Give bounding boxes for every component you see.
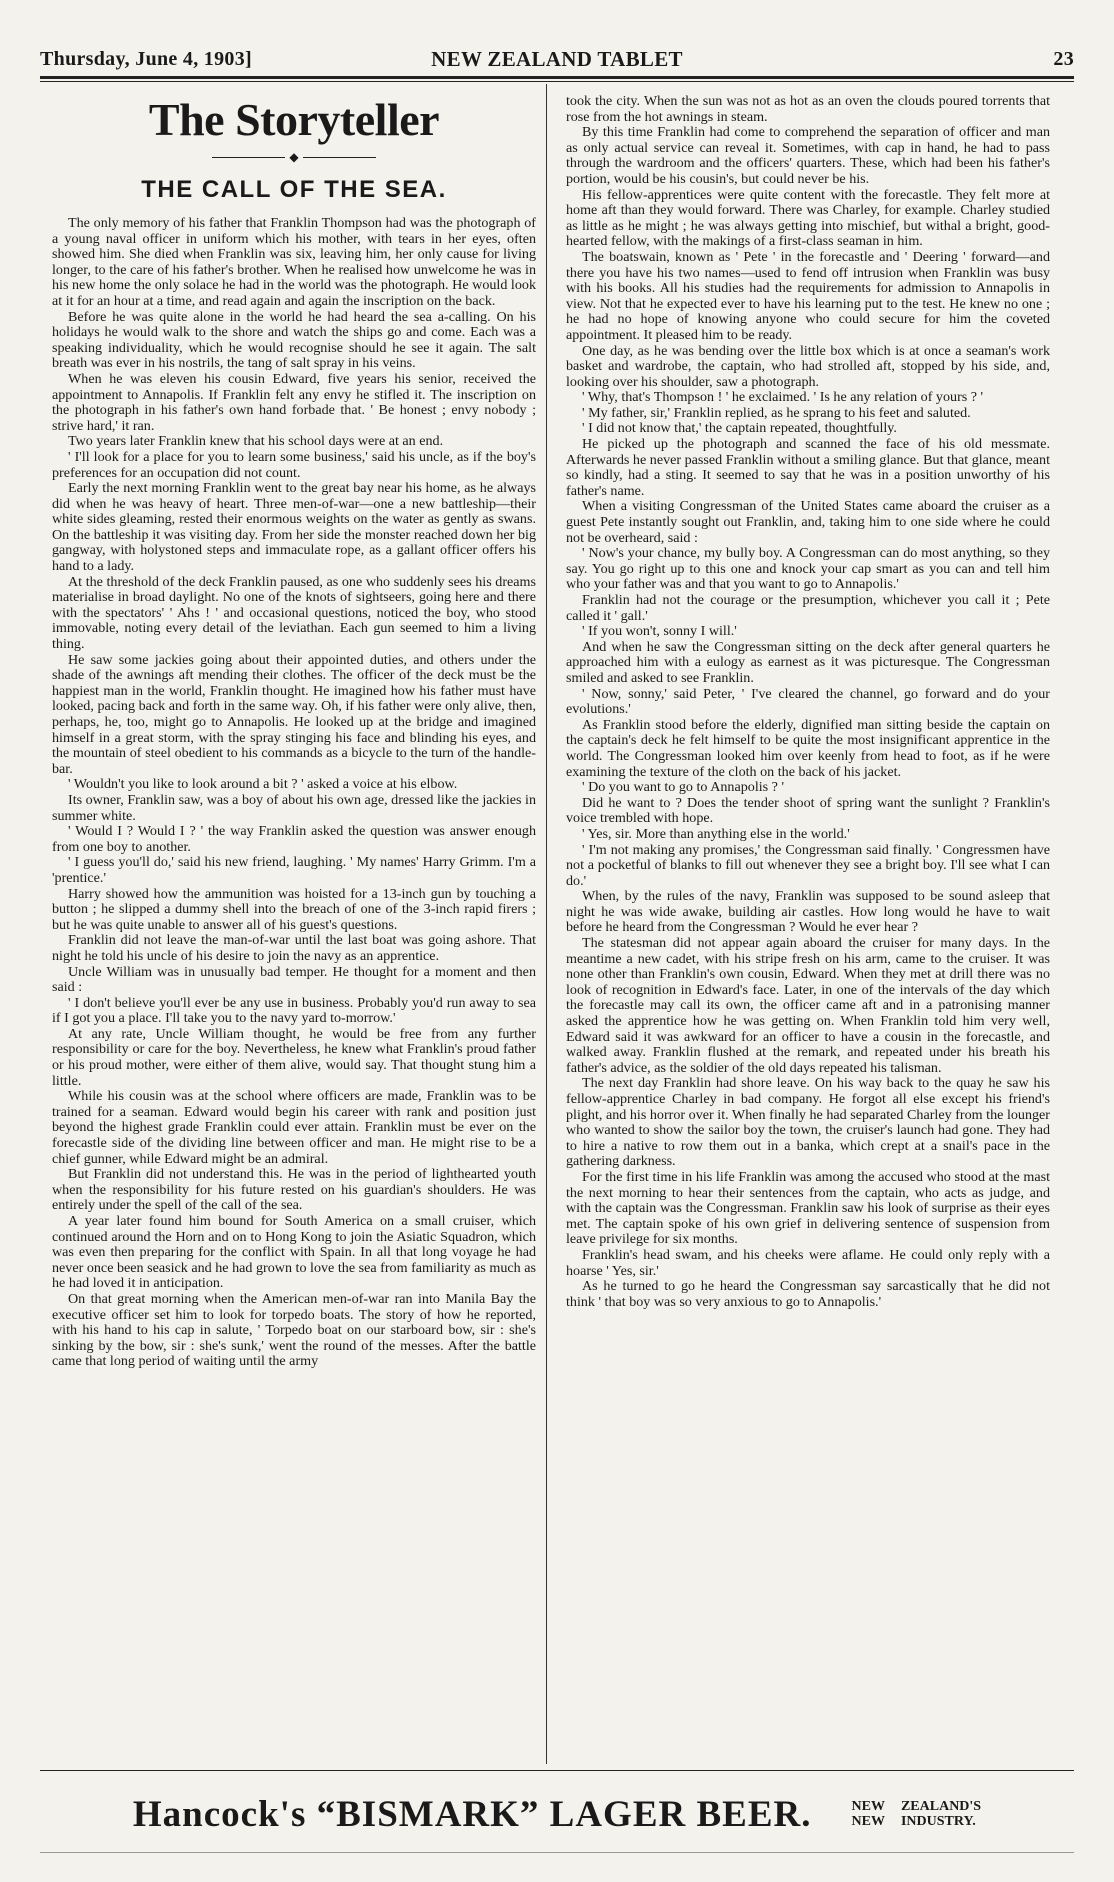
story-paragraph: Two years later Franklin knew that his school days were at an end. xyxy=(68,433,444,450)
story-paragraph: took the city. When the sun was not as hot as an oven the clouds poured torrents that rose from the hot awnings in steam. xyxy=(566,93,1050,125)
story-paragraph: ' I did not know that,' the captain repeated, thoughtfully. xyxy=(582,420,897,437)
masthead xyxy=(40,42,1074,76)
story-paragraph: Did he want to ? Does the tender shoot of spring want the sunlight ? Franklin's voice trembled with hope. xyxy=(566,794,1050,827)
story-paragraph: ' My father, sir,' Franklin replied, as he sprang to his feet and saluted. xyxy=(582,404,971,421)
advert-tagline-word: NEW xyxy=(851,1799,885,1814)
story-paragraph: Franklin's head swam, and his cheeks were aflame. He could only reply with a hoarse ' Yes, sir.' xyxy=(566,1246,1050,1279)
advert-tagline xyxy=(852,1799,982,1829)
story-paragraph: ' Now's your chance, my bully boy. A Congressman can do most anything, so they say. You go right up to this one and knock your cap smart as you can and tell him who your father was and that you want to go to Annapolis.' xyxy=(566,545,1050,593)
advert-headline: Hancock's “BISMARK” LAGER BEER. xyxy=(132,1793,812,1835)
story-paragraph: The only memory of his father that Franklin Thompson had was the photograph of a young naval officer in uniform which his mother, with tears in her eyes, often showed him. She died when Franklin was six, leaving him, her only cause for living longer, to the care of his father's brother. When he realised how unwelcome he was in his new home the only solace he had in the world was the photograph. He would look at it for an hour at a time, and read again and again the inscription on the back. xyxy=(52,215,536,309)
story-paragraph: One day, as he was bending over the little box which is at once a seaman's work basket and wardrobe, the captain, who had strolled aft, stopped by his side, and, looking over his shoulder, saw a photograph. xyxy=(566,342,1050,390)
story-paragraph: ' I guess you'll do,' said his new friend, laughing. ' My names' Harry Grimm. I'm a 'prentice.' xyxy=(52,854,536,886)
story-title: THE CALL OF THE SEA. xyxy=(141,176,447,203)
story-paragraph: As he turned to go he heard the Congressman say sarcastically that he did not think ' that boy was so very anxious to go to Annapolis.' xyxy=(566,1278,1050,1310)
story-paragraph: When, by the rules of the navy, Franklin was supposed to be sound asleep that night he was wide awake, building air castles. How long would he have to wait before he heard from the Congressman ? Would he ever hear ? xyxy=(566,888,1050,936)
advert-tagline-word: ZEALAND'S xyxy=(900,1799,982,1814)
story-paragraph: Its owner, Franklin saw, was a boy of about his own age, dressed like the jackies in summer white. xyxy=(52,791,536,824)
story-paragraph: On that great morning when the American men-of-war ran into Manila Bay the executive officer set him to look for torpedo boats. The story of how he reported, with his hand to his cap in salute, ' Torpedo boat on our starboard bow, sir : she's sinking by the bow, sir : she's sunk,' went the round of the messes. After the battle came that long period of waiting until the army xyxy=(52,1290,536,1370)
masthead-rule xyxy=(40,76,1074,79)
story-paragraph: Franklin had not the courage or the presumption, whichever you call it ; Pete called it ' gall.' xyxy=(566,592,1050,624)
story-paragraph: ' If you won't, sonny I will.' xyxy=(582,623,737,640)
advertisement xyxy=(40,1784,1074,1844)
story-paragraph: ' Now, sonny,' said Peter, ' I've cleared the channel, go forward and do your evolutions.' xyxy=(566,685,1050,718)
diamond-ornament-icon: ◆ xyxy=(285,150,302,164)
story-paragraph: At the threshold of the deck Franklin paused, as one who suddenly sees his dreams materialise in broad daylight. No one of the knots of sightseers, going here and there with the spectators' ' Ahs ! ' and occasional questions, noticed the boy, who stood immovable, noting every detail of the leviathan. Each gun seemed to him a living thing. xyxy=(52,573,536,653)
story-paragraph: ' Would I ? Would I ? ' the way Franklin asked the question was answer enough from one boy to another. xyxy=(52,823,536,855)
title-ornament xyxy=(52,150,536,166)
story-paragraph: ' I don't believe you'll ever be any use in business. Probably you'd run away to sea if I got you a place. I'll take you to the navy yard to-morrow.' xyxy=(52,994,536,1027)
story-paragraph: He picked up the photograph and scanned the face of his old messmate. Afterwards he never passed Franklin without a smiling glance. But that glance, meant so kindly, had a sting. It seemed to say that he was in a position unworthy of his father's name. xyxy=(566,436,1050,499)
story-paragraph: ' Yes, sir. More than anything else in the world.' xyxy=(582,825,850,842)
story-paragraph: When he was eleven his cousin Edward, five years his senior, received the appointment to Annapolis. If Franklin felt any envy he stifled it. The inscription on the photograph in his father's own hand forbade that. ' Be honest ; envy nobody ; strive hard,' it ran. xyxy=(52,370,536,434)
right-column xyxy=(566,94,1050,1310)
story-paragraph: By this time Franklin had come to comprehend the separation of officer and man as only actual service can reveal it. Sometimes, with cap in hand, he had to pass through the wardroom and the officers' quarters. These, which had been his father's portion, would be his cousin's, but could never be his. xyxy=(566,124,1050,187)
story-paragraph: The boatswain, known as ' Pete ' in the forecastle and ' Deering ' forward—and there you have his two names—used to fend off intrusion when Franklin was busy with his books. All his studies had the requirements for admission to Annapolis in view. Not that he expected ever to have his learning put to the test. He knew no one ; he had no hope of knowing anyone who could secure for him the coveted appointment. It pleased him to be ready. xyxy=(566,248,1050,343)
story-paragraph: Early the next morning Franklin went to the great bay near his home, as he always did when he was heavy of heart. Three men-of-war—one a new battleship—their white sides gleaming, rested their enormous weights on the water as gently as swans. On the battleship it was visiting day. From her side the monster reached down her big gangway, with holystoned steps and immaculate rope, as a gallant officer offers his hand to a lady. xyxy=(52,480,536,575)
advert-tagline-word: INDUSTRY. xyxy=(900,1814,976,1829)
page-number: 23 xyxy=(1053,47,1074,70)
story-paragraph: A year later found him bound for South America on a small cruiser, which continued around the Horn and on to Hong Kong to join the Asiatic Squadron, which was even then preparing for the conflict with Spain. In all that long voyage he had never once been seasick and he had grown to love the sea from familiarity as much as he had loved it in anticipation. xyxy=(52,1213,536,1292)
story-paragraph: For the first time in his life Franklin was among the accused who stood at the mast the next morning to hear their sentences from the captain, who acts as judge, and with the captain was the Congressman. Franklin saw his look of surprise as their eyes met. The captain spoke of his own grief in delivering sentence of suspension from leave privilege for six months. xyxy=(566,1168,1050,1248)
story-paragraph: Uncle William was in unusually bad temper. He thought for a moment and then said : xyxy=(52,963,536,996)
story-paragraph: At any rate, Uncle William thought, he would be free from any further responsibility or care for the boy. Nevertheless, he knew what Franklin's proud father or his proud mother, were either of them alive, would say. That thought stung him a little. xyxy=(52,1025,536,1089)
story-paragraph: Before he was quite alone in the world he had heard the sea a-calling. On his holidays he would walk to the shore and watch the ships go and come. Each was a speaking individuality, which he would recognise should he see it again. The salt breath was ever in his nostrils, the tang of salt spray in his veins. xyxy=(52,308,536,372)
story-paragraph: While his cousin was at the school where officers are made, Franklin was to be trained for a seaman. Edward would begin his career with rank and position just beyond the highest grade Franklin could ever attain. Franklin must be ever on the forecastle side of the dividing line between officer and man. He might rise to be a chief gunner, while Edward might be an admiral. xyxy=(52,1088,536,1167)
story-paragraph: Harry showed how the ammunition was hoisted for a 13-inch gun by touching a button ; he slipped a dummy shell into the breach of one of the 3-inch rapid firers ; but he was quite unable to answer all of his guest's questions. xyxy=(52,885,536,933)
story-paragraph: Franklin did not leave the man-of-war until the last boat was going ashore. That night he told his uncle of his desire to join the navy as an apprentice. xyxy=(52,932,536,964)
story-paragraph: He saw some jackies going about their appointed duties, and others under the shade of the awnings aft mending their clothes. The officer of the deck must be the happiest man in the world, Franklin thought. He imagined how his father must have looked, pacing back and forth in the same way. Oh, if his father were only alive, then, perhaps, he, too, might go to Annapolis. He looked up at the bridge and imagined himself in a great storm, with the spray stinging his face and blinding his eyes, and the mountain of steel obedient to his commands as a bicycle to the turn of the handle-bar. xyxy=(52,651,536,777)
story-paragraph: When a visiting Congressman of the United States came aboard the cruiser as a guest Pete instantly sought out Franklin, and, taking him to one side where he could not be overheard, said : xyxy=(566,498,1050,546)
story-paragraph: The next day Franklin had shore leave. On his way back to the quay he saw his fellow-apprentice Charley in bad company. He forgot all else except his friend's plight, and his horror over it. When finally he had separated Charley from the lounger who wanted to show the sailor boy the town, the cruiser's launch had gone. They had to hire a native to row them out in a banka, which crept at a snail's pace in the gathering darkness. xyxy=(566,1075,1050,1170)
story-paragraph: ' I'm not making any promises,' the Congressman said finally. ' Congressmen have not a pocketful of blanks to fill out whenever they see a bright boy. I'll see what I can do.' xyxy=(566,841,1050,889)
story-paragraph: The statesman did not appear again aboard the cruiser for many days. In the meantime a new cadet, with his stripe fresh on his arm, came to the cruiser. It was none other than Franklin's own cousin, Edward. When they met at drill there was no look of recognition in Edward's face. Later, in one of the intervals of the day which the forecastle may call its own, the officer came aft and in a patronising manner asked the apprentice how he was getting on. When Franklin told him very well, Edward said it was awkward for an officer to have a cousin in the forecastle, and walked away. Franklin flushed at the remark, and repeated under his breath his father's advice, as the soldier of the old days repeated his talisman. xyxy=(566,935,1050,1076)
advert-tagline-word: NEW xyxy=(851,1814,885,1829)
story-paragraph: ' Wouldn't you like to look around a bit ? ' asked a voice at his elbow. xyxy=(68,776,458,793)
column-divider xyxy=(546,84,547,1764)
story-paragraph: As Franklin stood before the elderly, dignified man sitting beside the captain on the captain's deck he felt himself to be quite the most insignificant apprentice in the world. The Congressman looked him over keenly from head to foot, as if he were examining the texture of the cloth on the back of his jacket. xyxy=(566,716,1050,780)
story-paragraph: And when he saw the Congressman sitting on the deck after general quarters he approached him with a eulogy as earnest as it was picturesque. The Congressman smiled and asked to see Franklin. xyxy=(566,638,1050,686)
story-paragraph: ' Do you want to go to Annapolis ? ' xyxy=(582,779,784,796)
section-title: The Storyteller xyxy=(148,94,440,145)
story-paragraph: His fellow-apprentices were quite content with the forecastle. They felt more at home aft than they would forward. There was Charley, for example. Charley studied as little as he might ; he was always getting into mischief, but withal a bright, good-hearted fellow, with the makings of a first-class seaman in him. xyxy=(566,186,1050,250)
advert-rule xyxy=(40,1770,1074,1771)
story-paragraph: But Franklin did not understand this. He was in the period of lighthearted youth when the responsibility for his future rested on his guardian's shoulders. He was entirely under the spell of the call of the sea. xyxy=(52,1166,536,1214)
left-column xyxy=(52,88,536,1370)
newspaper-name: NEW ZEALAND TABLET xyxy=(431,46,683,71)
masthead-rule-thin xyxy=(40,81,1074,82)
page-bottom-rule xyxy=(40,1852,1074,1853)
story-paragraph: ' I'll look for a place for you to learn some business,' said his uncle, as if the boy's preferences for an occupation did not count. xyxy=(52,448,536,481)
story-paragraph: ' Why, that's Thompson ! ' he exclaimed. ' Is he any relation of yours ? ' xyxy=(582,389,984,406)
issue-date: Thursday, June 4, 1903] xyxy=(40,47,252,70)
